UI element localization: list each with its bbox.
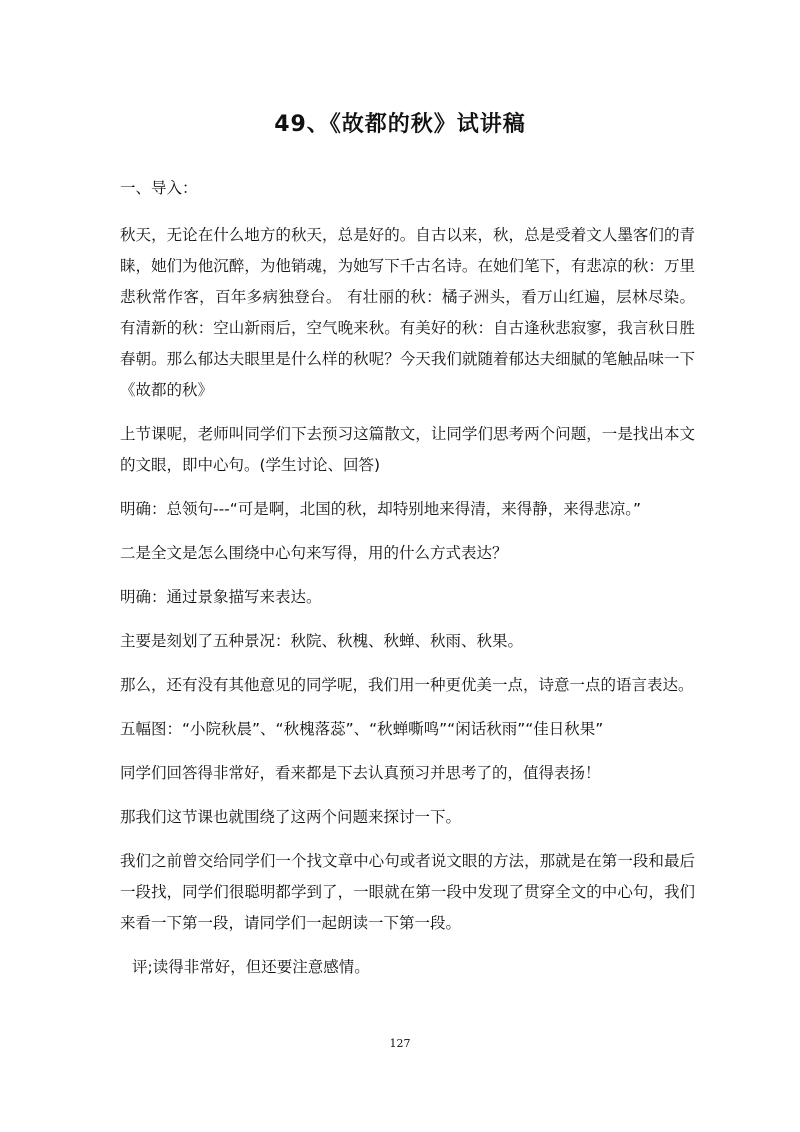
section-heading: 一、导入： xyxy=(120,179,198,197)
paragraph-question-one: 上节课呢，老师叫同学们下去预习这篇散文，让同学们思考两个问题，一是找出本文的文眼，即中心句。(学生讨论、回答) xyxy=(120,425,695,474)
paragraph-five-scenes: 主要是刻划了五种景况：秋院、秋槐、秋蝉、秋雨、秋果。 xyxy=(120,632,524,650)
paragraph-question-two: 二是全文是怎么围绕中心句来写得，用的什么方式表达？ xyxy=(120,544,508,562)
paragraph-other-opinions: 那么，还有没有其他意见的同学呢，我们用一种更优美一点，诗意一点的语言表达。 xyxy=(120,676,694,694)
paragraph-discussion: 那我们这节课也就围绕了这两个问题来探讨一下。 xyxy=(120,808,462,826)
paragraph-intro: 秋天，无论在什么地方的秋天，总是好的。自古以来，秋，总是受着文人墨客们的青睐，她们为他沉醉，为他销魂，为她写下千古名诗。在她们笔下，有悲凉的秋：万里悲秋常作客，百年多病独登台。 有壮丽的秋：橘子洲头，看万山红遍，层林尽染。有清新的秋：空山新雨后，空气晚来秋。有美好的秋：自古逢秋悲寂寥，我言秋日胜春朝。那么郁达夫眼里是什么样的秋呢？今天我们就随着郁达夫细腻的笔触品味一下《故都的秋》 xyxy=(120,226,695,399)
paragraph-comment: 评;读得非常好，但还要注意感情。 xyxy=(132,958,370,976)
paragraph-method: 我们之前曾交给同学们一个找文章中心句或者说文眼的方法，那就是在第一段和最后一段找，同学们很聪明都学到了，一眼就在第一段中发现了贯穿全文的中心句，我们来看一下第一段，请同学们一起朗读一下第一段。 xyxy=(120,852,695,932)
document-title: 49、《故都的秋》试讲稿 xyxy=(274,112,526,137)
paragraph-answer-one: 明确：总领句---“可是啊，北国的秋，却特别地来得清，来得静，来得悲凉。” xyxy=(120,500,642,518)
document-body xyxy=(120,173,695,996)
paragraph-praise: 同学们回答得非常好，看来都是下去认真预习并思考了的，值得表扬！ xyxy=(120,764,601,782)
paragraph-five-pictures: 五幅图：“小院秋晨”、“秋槐落蕊”、“秋蝉嘶鸣”“闲话秋雨”“佳日秋果” xyxy=(120,720,604,738)
paragraph-answer-two: 明确：通过景象描写来表达。 xyxy=(120,588,322,606)
page-number: 127 xyxy=(389,1037,411,1050)
